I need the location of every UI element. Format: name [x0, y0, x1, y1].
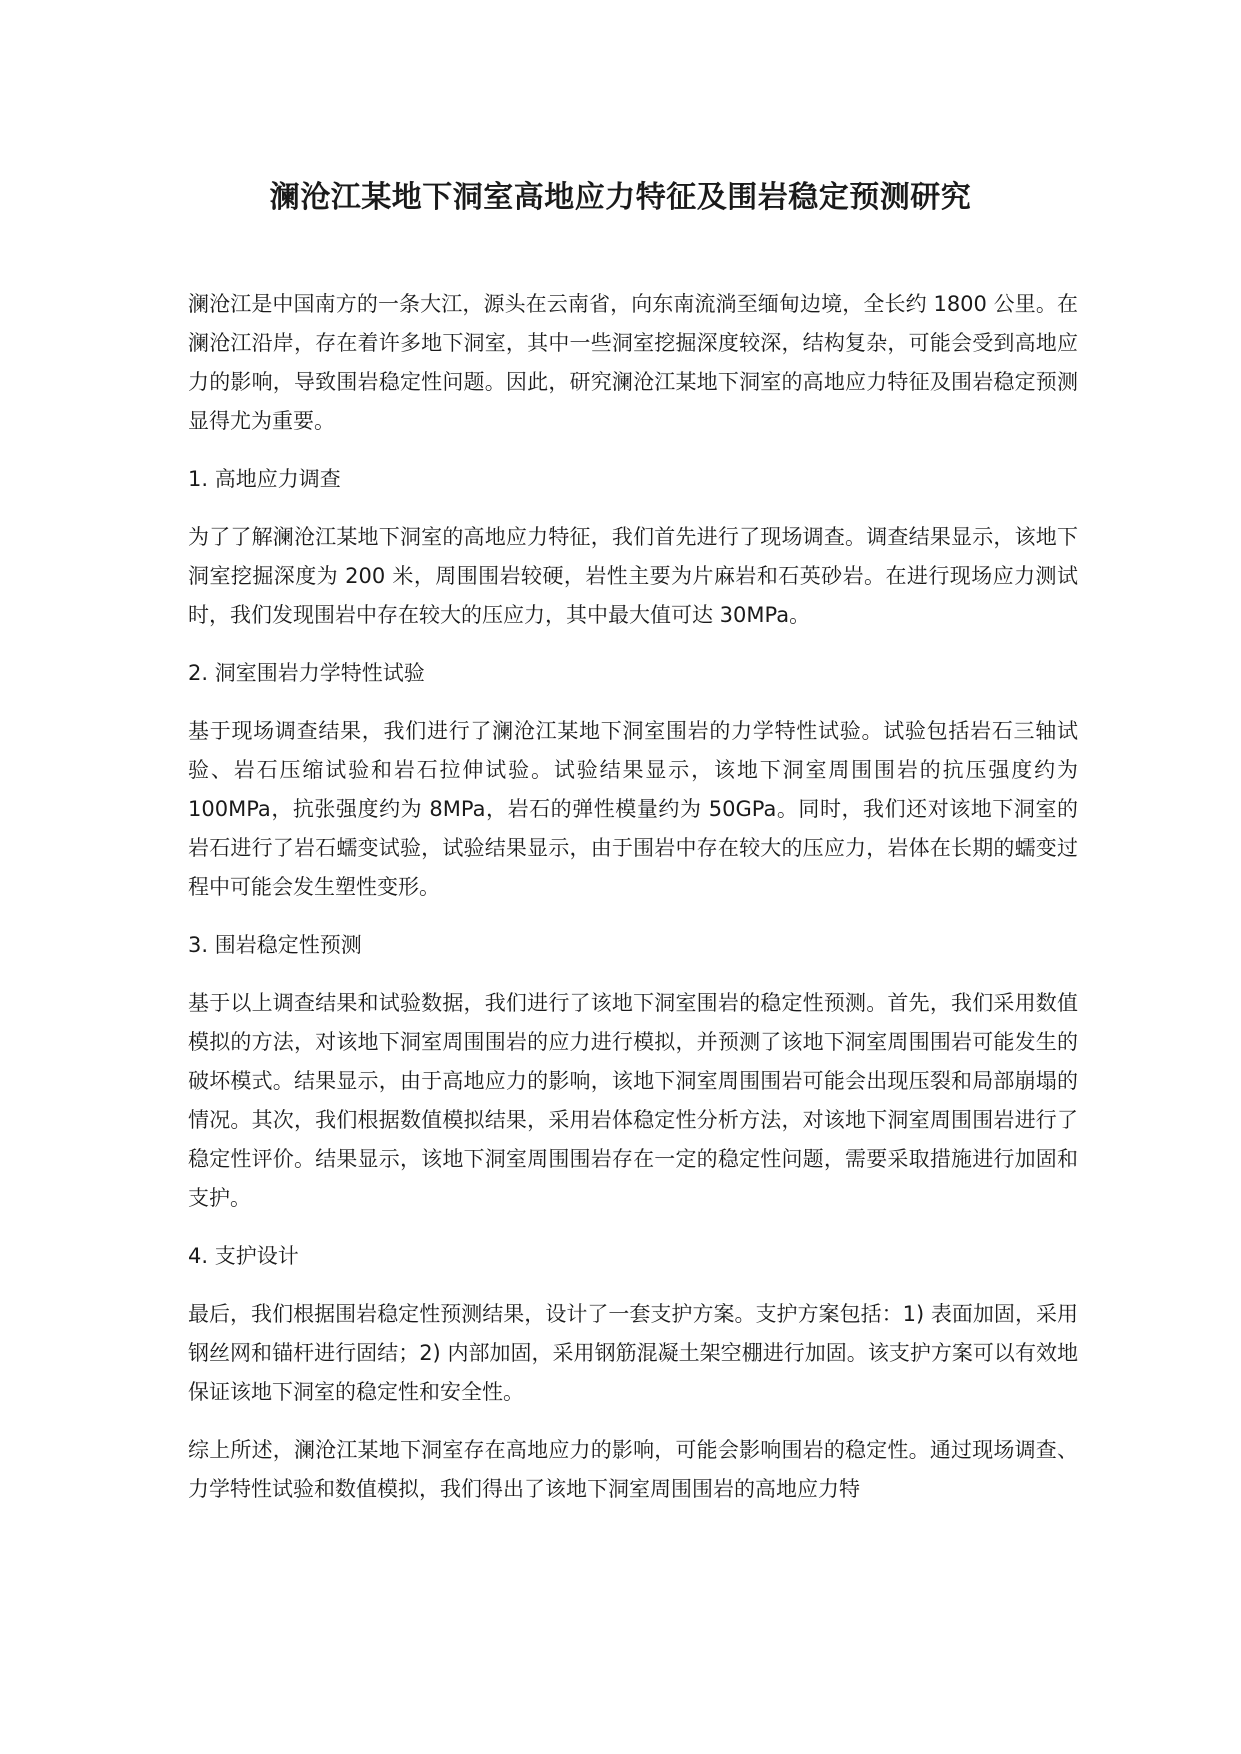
section-heading-1: 1. 高地应力调查 — [188, 467, 341, 491]
conclusion-paragraph: 综上所述，澜沧江某地下洞室存在高地应力的影响，可能会影响围岩的稳定性。通过现场调查、力学特性试验和数值模拟，我们得出了该地下洞室周围围岩的高地应力特 — [188, 1438, 1078, 1501]
document-body — [188, 285, 1078, 1528]
section-heading-2: 2. 洞室围岩力学特性试验 — [188, 661, 425, 685]
section-paragraph-2: 基于现场调查结果，我们进行了澜沧江某地下洞室围岩的力学特性试验。试验包括岩石三轴试验、岩石压缩试验和岩石拉伸试验。试验结果显示，该地下洞室周围围岩的抗压强度约为 100MPa，抗张强度约为 8MPa，岩石的弹性模量约为 50GPa。同时，我们还对该地下洞室的岩石进行了岩石蠕变试验，试验结果显示，由于围岩中存在较大的压应力，岩体在长期的蠕变过程中可能会发生塑性变形。 — [188, 719, 1078, 899]
intro-paragraph: 澜沧江是中国南方的一条大江，源头在云南省，向东南流淌至缅甸边境，全长约 1800 公里。在澜沧江沿岸，存在着许多地下洞室，其中一些洞室挖掘深度较深，结构复杂，可能会受到高地应力的影响，导致围岩稳定性问题。因此，研究澜沧江某地下洞室的高地应力特征及围岩稳定预测显得尤为重要。 — [188, 292, 1078, 433]
section-paragraph-1: 为了了解澜沧江某地下洞室的高地应力特征，我们首先进行了现场调查。调查结果显示，该地下洞室挖掘深度为 200 米，周围围岩较硬，岩性主要为片麻岩和石英砂岩。在进行现场应力测试时，我们发现围岩中存在较大的压应力，其中最大值可达 30MPa。 — [188, 525, 1078, 627]
section-heading-4: 4. 支护设计 — [188, 1244, 299, 1268]
section-paragraph-3: 基于以上调查结果和试验数据，我们进行了该地下洞室围岩的稳定性预测。首先，我们采用数值模拟的方法，对该地下洞室周围围岩的应力进行模拟，并预测了该地下洞室周围围岩可能发生的破坏模式。结果显示，由于高地应力的影响，该地下洞室周围围岩可能会出现压裂和局部崩塌的情况。其次，我们根据数值模拟结果，采用岩体稳定性分析方法，对该地下洞室周围围岩进行了稳定性评价。结果显示，该地下洞室周围围岩存在一定的稳定性问题，需要采取措施进行加固和支护。 — [188, 991, 1078, 1210]
document-title: 澜沧江某地下洞室高地应力特征及围岩稳定预测研究 — [269, 180, 972, 215]
section-heading-3: 3. 围岩稳定性预测 — [188, 933, 362, 957]
section-paragraph-4: 最后，我们根据围岩稳定性预测结果，设计了一套支护方案。支护方案包括：1) 表面加固，采用钢丝网和锚杆进行固结；2) 内部加固，采用钢筋混凝土架空棚进行加固。该支护方案可以有效地保证该地下洞室的稳定性和安全性。 — [188, 1302, 1078, 1404]
